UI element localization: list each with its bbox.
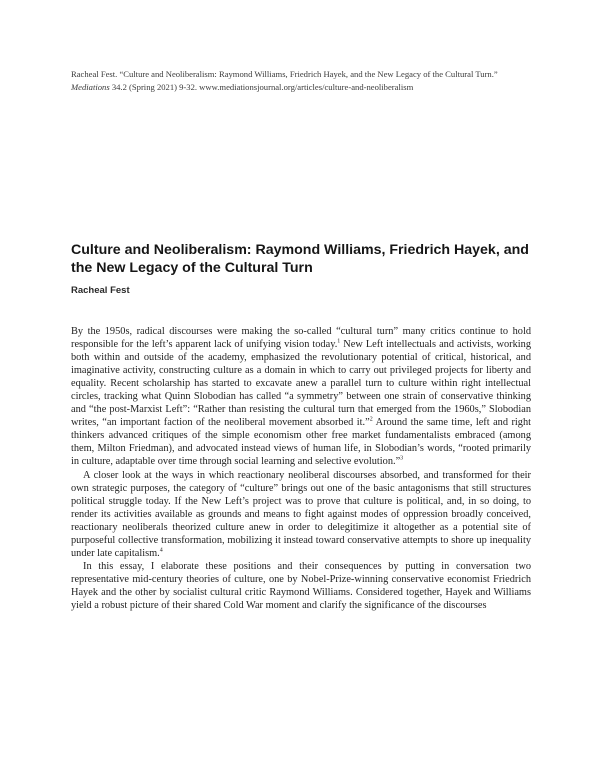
article-title: Culture and Neoliberalism: Raymond Williams, Friedrich Hayek, and the New Legacy of the Cultural Turn (71, 242, 529, 276)
paragraph-text: A closer look at the ways in which reactionary neoliberal discourses absorbed, and transformed for their own strategic purposes, the category of “culture” brings out one of the basic antagonisms that still structures political struggle today. If the New Left’s project was to prove that culture is political, and, in so doing, to render its activities available as grounds and means to fight against modes of oppression broadly conceived, reactionary neoliberals theorized culture anew in order to delegitimize it altogether as a potential site of purposeful collective transformation, mobilizing it instead toward conservative attempts to shore up inequality under late capitalism. (71, 469, 531, 559)
footnote-ref[interactable]: 4 (159, 547, 163, 554)
citation-header (71, 68, 531, 93)
paragraph-text: New Left intellectuals and activists, working both within and outside of the academy, emphasized the revolutionary potential of critical, historical, and imaginative activity, constructing culture as a domain in which to carry out privileged projects for liberty and equality. Recent scholarship has started to excavate anew a parallel turn to culture within right intellectual circles, tracking what Quinn Slobodian has called “a symmetry” between one strain of conservative thinking and “the post-Marxist Left”: “Rather than resisting the cultural turn that emerged from the 1960s,” Slobodian writes, “an important faction of the neoliberal movement absorbed it.” (71, 339, 532, 429)
article-body (71, 325, 531, 612)
body-paragraph (71, 560, 531, 612)
journal-name: Mediations (71, 81, 110, 92)
body-paragraph (71, 325, 531, 469)
footnote-ref[interactable]: 1 (337, 338, 341, 345)
footnote-ref[interactable]: 3 (400, 456, 404, 463)
footnote-ref[interactable]: 2 (369, 416, 373, 423)
paragraph-text: Around the same time, left and right thinkers advanced critiques of the simple economism other free market fundamentalists embraced (among them, Milton Friedman), and advocated instead views of human life, in Slobodian’s words, “rooted primarily in culture, adaptable over time through social learning and selective evolution.” (71, 417, 531, 468)
body-paragraph (71, 469, 531, 560)
citation-details: 34.2 (Spring 2021) 9-32. www.mediationsjournal.org/articles/culture-and-neoliberalism (109, 81, 414, 92)
paragraph-text: In this essay, I elaborate these positions and their consequences by putting in conversation two representative mid-century theories of culture, one by Nobel-Prize-winning conservative economist Friedrich Hayek and the other by socialist cultural critic Raymond Williams. Considered together, Hayek and Williams yield a robust picture of their shared Cold War moment and clarify the significance of the discourses (71, 560, 531, 611)
paragraph-text: By the 1950s, radical discourses were making the so-called “cultural turn” many critics continue to hold responsible for the left’s apparent lack of unifying vision today. (71, 326, 531, 351)
citation-text: Racheal Fest. “Culture and Neoliberalism: Raymond Williams, Friedrich Hayek, and the New Legacy of the Cultural Turn.” (71, 69, 498, 79)
article-author: Racheal Fest (71, 285, 130, 296)
